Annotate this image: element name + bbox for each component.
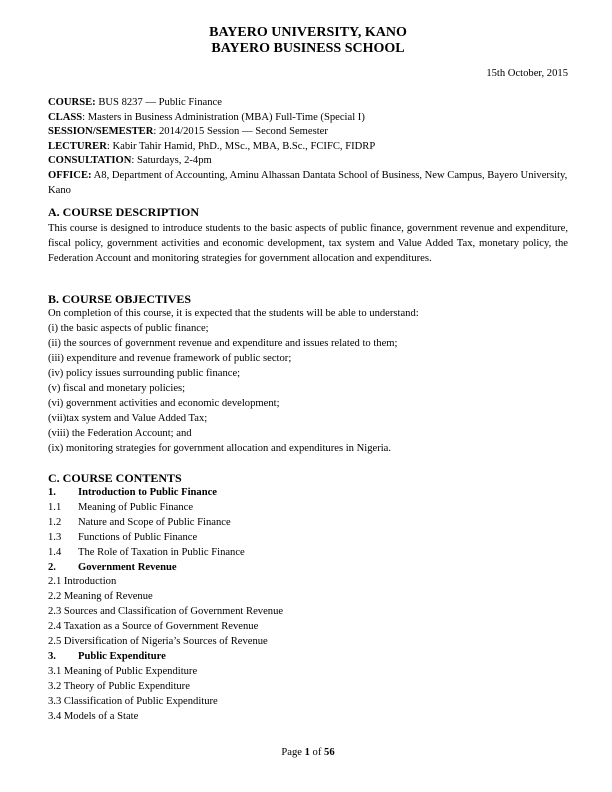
contents-number: 1.3 [48,531,62,543]
course-info-row [48,169,568,198]
office-label: OFFICE: [48,169,92,181]
document-date: 15th October, 2015 [486,68,568,79]
contents-subtopic [48,695,568,710]
contents-subtopic [48,516,568,531]
contents-subtopic [48,635,568,650]
school-title: BAYERO BUSINESS SCHOOL [211,41,405,56]
course-info [48,96,568,198]
page-label: Page [281,747,305,758]
objective-item: (iv) policy issues surrounding public finance; [48,367,241,379]
page-number: 1 [304,747,310,758]
class-value: : Masters in Business Administration (MBA) Full-Time (Special I) [82,111,365,123]
contents-text: Public Expenditure [78,650,166,662]
contents-text: 3.1 Meaning of Public Expenditure [48,665,198,677]
contents-text: Nature and Scope of Public Finance [78,516,231,528]
course-description: This course is designed to introduce students to the basic aspects of public finance, government revenue and expenditure, fiscal policy, government activities and economic development, tax system and Value Added Tax, monetary policy, the Federation Account and monitoring strategies for government allocation and expenditures. [48,223,568,265]
contents-text: 2.3 Sources and Classification of Government Revenue [48,606,284,618]
session-label: SESSION/SEMESTER [48,126,154,138]
contents-subtopic [48,710,568,725]
office-value: A8, Department of Accounting, Aminu Alhassan Dantata School of Business, New Campus, Bayero University, Kano [48,169,568,196]
contents-number: 1.2 [48,516,62,528]
document-page [48,0,568,792]
session-value: : 2014/2015 Session — Second Semester [153,126,328,138]
objective-item: (ix) monitoring strategies for government allocation and expenditures in Nigeria. [48,442,392,454]
contents-topic [48,486,568,501]
objective-item: (viii) the Federation Account; and [48,427,192,439]
page-footer [48,746,568,761]
course-info-row [48,125,568,140]
contents-topic [48,650,568,665]
contents-text: 3.4 Models of a State [48,710,139,722]
objective-item: (ii) the sources of government revenue and expenditure and issues related to them; [48,337,398,349]
page-of-label: of [309,747,325,758]
objective-item: (i) the basic aspects of public finance; [48,322,209,334]
page-total: 56 [324,747,335,758]
contents-text: Functions of Public Finance [78,531,198,543]
class-label: CLASS [48,111,83,123]
objective-item: (vi) government activities and economic development; [48,397,280,409]
course-info-row [48,154,568,169]
course-info-row [48,96,568,111]
contents-text: 2.5 Diversification of Nigeria’s Sources of Revenue [48,636,268,648]
consultation-label: CONSULTATION [48,155,132,167]
contents-subtopic [48,590,568,605]
contents-text: 3.2 Theory of Public Expenditure [48,680,190,692]
course-value: BUS 8237 — Public Finance [95,97,222,108]
contents-subtopic [48,605,568,620]
objective-item: (v) fiscal and monetary policies; [48,382,186,394]
contents-text: The Role of Taxation in Public Finance [78,546,245,558]
section-b-heading: B. COURSE OBJECTIVES [48,292,192,306]
university-title: BAYERO UNIVERSITY, KANO [209,25,407,40]
section-c-heading: C. COURSE CONTENTS [48,471,182,485]
objectives-list [48,307,568,457]
course-info-row [48,140,568,155]
lecturer-value: : Kabir Tahir Hamid, PhD., MSc., MBA, B.Sc., FCIFC, FIDRP [106,140,376,152]
contents-number: 1.4 [48,546,62,558]
objective-item: (vii)tax system and Value Added Tax; [48,412,208,424]
lecturer-label: LECTURER [48,140,107,152]
course-info-row [48,111,568,126]
course-label: COURSE: [48,97,96,108]
contents-subtopic [48,620,568,635]
contents-text: Meaning of Public Finance [78,501,194,513]
contents-subtopic [48,531,568,546]
contents-number: 1. [48,487,56,498]
contents-text: 3.3 Classification of Public Expenditure [48,695,218,707]
contents-text: 2.4 Taxation as a Source of Government Revenue [48,621,259,633]
objectives-intro: On completion of this course, it is expected that the students will be able to understand: [48,308,419,319]
contents-subtopic [48,680,568,695]
contents-subtopic [48,665,568,680]
contents-topic [48,561,568,576]
contents-subtopic [48,546,568,561]
contents-subtopic [48,575,568,590]
contents-text: 2.1 Introduction [48,576,117,588]
contents-number: 1.1 [48,501,62,513]
objective-item: (iii) expenditure and revenue framework of public sector; [48,352,292,364]
contents-subtopic [48,501,568,516]
contents-text: 2.2 Meaning of Revenue [48,591,153,603]
contents-number: 2. [48,561,56,573]
contents-text: Introduction to Public Finance [78,487,218,498]
section-a-heading: A. COURSE DESCRIPTION [48,205,200,219]
contents-list [48,486,568,725]
consultation-value: : Saturdays, 2-4pm [131,155,212,167]
contents-number: 3. [48,650,56,662]
contents-text: Government Revenue [78,561,177,573]
